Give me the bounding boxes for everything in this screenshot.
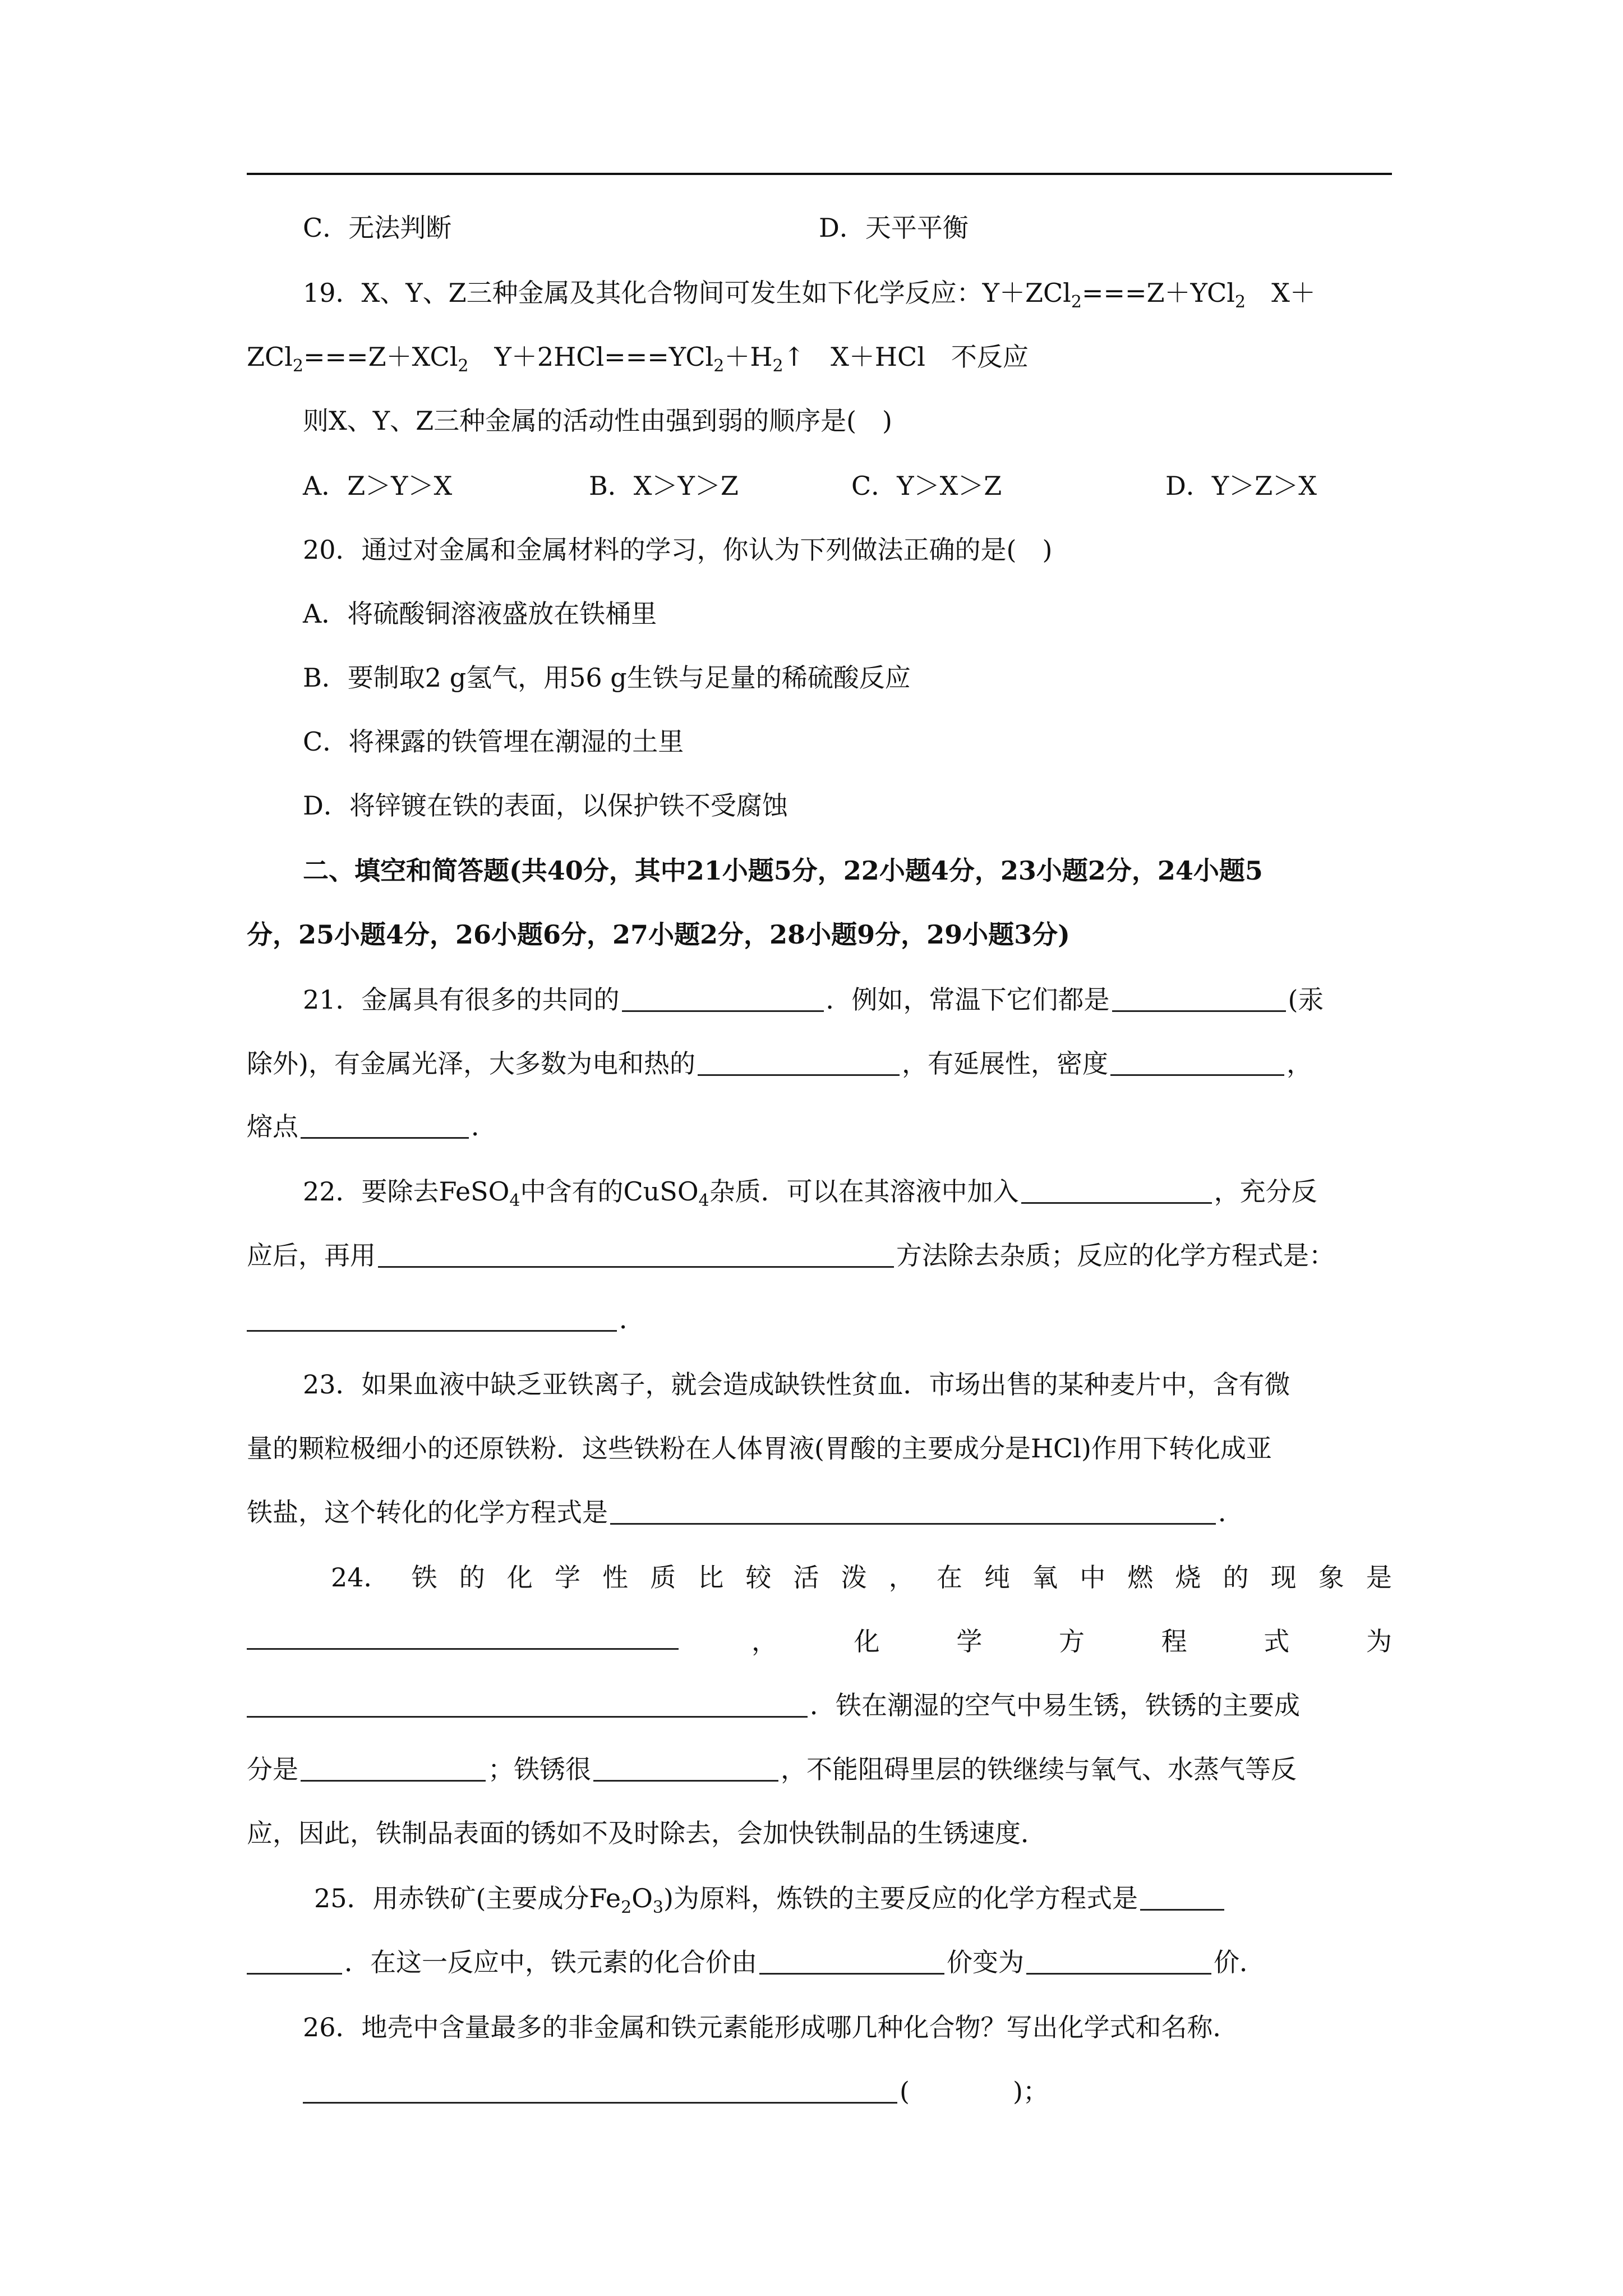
q24-c18: 的 [1223, 1562, 1249, 1593]
q21-blank-3[interactable] [698, 1050, 900, 1076]
q21-line1: 21．金属具有很多的共同的 ．例如，常温下它们都是 (汞 [303, 984, 1324, 1015]
q24-c6: 质 [650, 1562, 676, 1593]
q24-line1 [247, 1561, 1392, 1594]
q21-blank-2[interactable] [1112, 986, 1286, 1012]
q24-blank-phenomenon[interactable] [247, 1648, 679, 1650]
q24-blank-rust-property[interactable] [593, 1755, 778, 1782]
q24-d3: 方 [1058, 1626, 1085, 1657]
q25-blank-equation-part1[interactable] [1140, 1884, 1224, 1911]
q24-line5: 应，因此，铁制品表面的锈如不及时除去，会加快铁制品的生锈速度． [247, 1818, 1046, 1848]
q24-d5: 式 [1264, 1626, 1290, 1657]
q21-blank-4[interactable] [1110, 1050, 1284, 1076]
q18-option-d: D．天平平衡 [819, 213, 969, 243]
q22-line3: ． [247, 1303, 1392, 1336]
q24-c21: 是 [1366, 1562, 1392, 1593]
q25-blank-valence-from[interactable] [759, 1948, 944, 1975]
q22-blank-method[interactable] [378, 1241, 894, 1268]
q19-option-c: C．Y＞X＞Z [851, 471, 1002, 501]
q19-question: 则X、Y、Z三种金属的活动性由强到弱的顺序是( ) [303, 406, 892, 436]
q20-option-a: A．将硫酸铜溶液盛放在铁桶里 [303, 599, 657, 629]
q23-blank-equation[interactable] [610, 1498, 1216, 1525]
q24-d4: 程 [1161, 1626, 1187, 1657]
q24-c20: 象 [1318, 1562, 1344, 1593]
header-rule [247, 173, 1392, 175]
q19-line2: ZCl$_2$===Z＋XCl$_2$ $Y+2HCl===YCl_2+H_2↑$ X＋HCl 不反应 [247, 342, 1029, 376]
q24-c15: 中 [1080, 1562, 1106, 1593]
q22-line2: 应后，再用 方法除去杂质；反应的化学方程式是： [247, 1240, 1335, 1271]
q21-line3: 熔点 ． [247, 1111, 497, 1142]
q22-blank-equation[interactable] [247, 1305, 617, 1332]
section2-heading-line1: 二、填空和简答题(共40分，其中21小题5分，22小题4分，23小题2分，24小题5 [303, 855, 1263, 886]
q20-option-c: C．将裸露的铁管埋在潮湿的土里 [303, 726, 684, 757]
q24-c10: 泼 [841, 1562, 867, 1593]
q22-blank-reagent[interactable] [1021, 1177, 1212, 1204]
q24-blank-rust-component[interactable] [301, 1755, 486, 1782]
q24-c8: 较 [745, 1562, 772, 1593]
q24-line2 [751, 1625, 1392, 1658]
q23-line2: 量的颗粒极细小的还原铁粉．这些铁粉在人体胃液(胃酸的主要成分是HCl)作用下转化成亚 [247, 1433, 1272, 1464]
q24-d2: 学 [956, 1626, 983, 1657]
q24-line3: ．铁在潮湿的空气中易生锈，铁锈的主要成 [247, 1688, 1392, 1722]
q24-c16: 燃 [1127, 1562, 1154, 1593]
q24-blank-equation[interactable] [247, 1691, 808, 1718]
q26-line2: ( )； [247, 2074, 1392, 2108]
q24-c5: 性 [602, 1562, 629, 1593]
q24-c19: 现 [1270, 1562, 1297, 1593]
q26-blank-formula-1[interactable] [303, 2077, 897, 2104]
q24-c7: 比 [698, 1562, 724, 1593]
q24-c17: 烧 [1175, 1562, 1201, 1593]
q22-line1: 22．要除去FeSO$_4$中含有的CuSO$_4$杂质．可以在其溶液中加入 ，充分反 [303, 1176, 1317, 1211]
q25-blank-equation-part2[interactable] [247, 1948, 342, 1975]
q23-line1: 23．如果血液中缺乏亚铁离子，就会造成缺铁性贫血．市场出售的某种麦片中，含有微 [303, 1369, 1290, 1400]
q20-option-d: D．将锌镀在铁的表面，以保护铁不受腐蚀 [303, 790, 788, 821]
q19-option-d: D．Y＞Z＞X [1165, 471, 1317, 501]
q24-d1: 化 [854, 1626, 880, 1657]
section2-heading-line2: 分，25小题4分，26小题6分，27小题2分，28小题9分，29小题3分) [247, 919, 1070, 950]
q20-question: 20．通过对金属和金属材料的学习，你认为下列做法正确的是( ) [303, 535, 1053, 565]
q24-c4: 学 [554, 1562, 580, 1593]
q19-option-a: A．Z＞Y＞X [303, 471, 453, 501]
q24-c11: ， [888, 1562, 915, 1593]
q23-line3: 铁盐，这个转化的化学方程式是 ． [247, 1497, 1244, 1527]
q19-option-b: B．X＞Y＞Z [589, 471, 739, 501]
q24-c12: 在 [936, 1562, 962, 1593]
q21-blank-5[interactable] [301, 1112, 469, 1139]
q26-question: 26．地壳中含量最多的非金属和铁元素能形成哪几种化合物？写出化学式和名称． [303, 2012, 1239, 2042]
q24-c1: 铁 [411, 1562, 437, 1593]
q24-c2: 的 [459, 1562, 485, 1593]
q24-d0: ， [751, 1626, 777, 1657]
q24-c3: 化 [506, 1562, 533, 1593]
q25-line1: 25．用赤铁矿(主要成分$Fe_2O_3$)为原料，炼铁的主要反应的化学方程式是 [247, 1881, 1392, 1915]
q24-d6: 为 [1366, 1626, 1392, 1657]
q19-line1: 19．X、Y、Z三种金属及其化合物间可发生如下化学反应：Y＋ZCl$_2$===Z＋YCl$_2$ X＋ [303, 278, 1316, 312]
q21-line2: 除外)，有金属光泽，大多数为电和热的 ，有延展性，密度 ， [247, 1048, 1312, 1079]
q18-option-c: C．无法判断 [303, 213, 452, 243]
q24-line4: 分是 ；铁锈很 ，不能阻碍里层的铁继续与氧气、水蒸气等反 [247, 1754, 1297, 1784]
q20-option-b: B．要制取2 g氢气，用56 g生铁与足量的稀硫酸反应 [303, 662, 911, 693]
q24-c0: 24． [331, 1562, 390, 1593]
q25-line2: ．在这一反应中，铁元素的化合价由 价变为 价． [247, 1945, 1392, 1979]
q21-blank-1[interactable] [622, 986, 824, 1012]
q24-c13: 纯 [984, 1562, 1010, 1593]
q25-blank-valence-to[interactable] [1026, 1948, 1211, 1975]
q24-c14: 氧 [1032, 1562, 1058, 1593]
q24-c9: 活 [793, 1562, 819, 1593]
